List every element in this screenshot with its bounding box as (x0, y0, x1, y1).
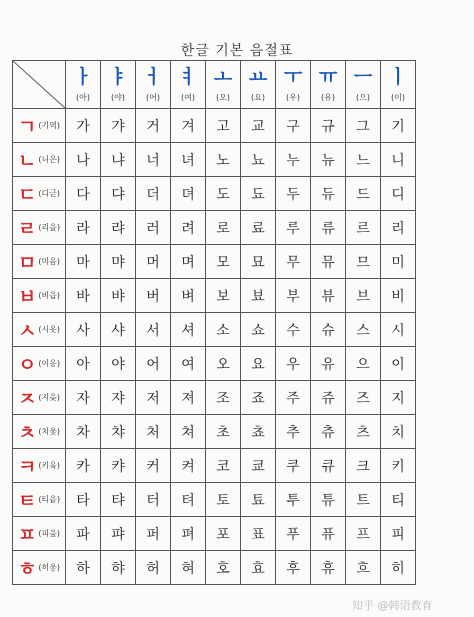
syllable-cell: 로 (206, 211, 241, 245)
syllable-cell: 쵸 (241, 415, 276, 449)
syllable-cell: 누 (276, 143, 311, 177)
syllable-cell: 허 (136, 551, 171, 585)
consonant-glyph: ㅇ (17, 354, 37, 376)
syllable-cell: 쿠 (276, 449, 311, 483)
consonant-glyph: ㅋ (17, 456, 37, 478)
vowel-header-cell (311, 61, 346, 109)
syllable-cell: 류 (311, 211, 346, 245)
syllable-cell: 쇼 (241, 313, 276, 347)
syllable-cell: 프 (346, 517, 381, 551)
consonant-name: (치읓) (38, 427, 61, 436)
syllable-cell: 져 (171, 381, 206, 415)
syllable-cell: 퍼 (136, 517, 171, 551)
syllable-cell: 뷰 (311, 279, 346, 313)
syllable-cell: 아 (66, 347, 101, 381)
syllable-cell: 지 (381, 381, 416, 415)
syllable-cell: 츄 (311, 415, 346, 449)
syllable-cell: 료 (241, 211, 276, 245)
vowel-name: (유) (321, 92, 335, 102)
syllable-cell: 브 (346, 279, 381, 313)
syllable-cell: 미 (381, 245, 416, 279)
syllable-cell: 노 (206, 143, 241, 177)
syllable-cell: 가 (66, 109, 101, 143)
syllable-cell: 후 (276, 551, 311, 585)
vowel-header-cell (241, 61, 276, 109)
consonant-row (13, 279, 416, 313)
syllable-cell: 라 (66, 211, 101, 245)
consonant-glyph: ㅎ (17, 558, 37, 580)
syllable-cell: 효 (241, 551, 276, 585)
syllable-cell: 기 (381, 109, 416, 143)
vowel-name: (아) (76, 92, 90, 102)
syllable-cell: 튜 (311, 483, 346, 517)
consonant-row (13, 143, 416, 177)
consonant-row (13, 483, 416, 517)
syllable-cell: 댜 (101, 177, 136, 211)
vowel-header-cell (136, 61, 171, 109)
syllable-cell: 야 (101, 347, 136, 381)
syllable-cell: 챠 (101, 415, 136, 449)
syllable-cell: 혀 (171, 551, 206, 585)
vowel-glyph: ㅜ (283, 65, 303, 88)
consonant-name: (디귿) (38, 189, 61, 198)
syllable-cell: 고 (206, 109, 241, 143)
syllable-cell: 하 (66, 551, 101, 585)
consonant-row (13, 313, 416, 347)
consonant-name: (티읕) (38, 495, 61, 504)
vowel-glyph: ㅠ (318, 65, 338, 88)
consonant-row (13, 211, 416, 245)
syllable-cell: 거 (136, 109, 171, 143)
consonant-header-cell (13, 245, 66, 279)
consonant-name: (리을) (38, 223, 61, 232)
syllable-cell: 코 (206, 449, 241, 483)
syllable-cell: 샤 (101, 313, 136, 347)
syllable-cell: 큐 (311, 449, 346, 483)
syllable-cell: 자 (66, 381, 101, 415)
syllable-cell: 먀 (101, 245, 136, 279)
syllable-cell: 휴 (311, 551, 346, 585)
syllable-cell: 규 (311, 109, 346, 143)
vowel-name: (여) (181, 92, 195, 102)
vowel-header-cell (346, 61, 381, 109)
vowel-glyph: ㅣ (388, 65, 408, 88)
consonant-glyph: ㅅ (17, 320, 37, 342)
syllable-cell: 푸 (276, 517, 311, 551)
consonant-glyph: ㄴ (17, 150, 37, 172)
syllable-cell: 우 (276, 347, 311, 381)
syllable-cell: 겨 (171, 109, 206, 143)
vowel-header-cell (171, 61, 206, 109)
syllable-cell: 갸 (101, 109, 136, 143)
syllable-cell: 도 (206, 177, 241, 211)
syllable-cell: 쟈 (101, 381, 136, 415)
syllable-cell: 추 (276, 415, 311, 449)
syllable-cell: 더 (136, 177, 171, 211)
vowel-name: (요) (251, 92, 265, 102)
vowel-header-cell (101, 61, 136, 109)
vowel-header-cell (276, 61, 311, 109)
syllable-cell: 티 (381, 483, 416, 517)
syllable-cell: 듀 (311, 177, 346, 211)
syllable-cell: 으 (346, 347, 381, 381)
syllable-cell: 니 (381, 143, 416, 177)
syllable-cell: 토 (206, 483, 241, 517)
syllable-cell: 차 (66, 415, 101, 449)
consonant-glyph: ㅂ (17, 286, 37, 308)
consonant-glyph: ㅌ (17, 490, 37, 512)
syllable-cell: 뉴 (311, 143, 346, 177)
syllable-cell: 죠 (241, 381, 276, 415)
syllable-cell: 서 (136, 313, 171, 347)
syllable-cell: 루 (276, 211, 311, 245)
consonant-glyph: ㅊ (17, 422, 37, 444)
vowel-glyph: ㅑ (108, 65, 128, 88)
consonant-name: (키읔) (38, 461, 61, 470)
consonant-row (13, 245, 416, 279)
vowel-glyph: ㅛ (248, 65, 268, 88)
corner-cell (13, 61, 66, 109)
syllable-cell: 탸 (101, 483, 136, 517)
syllable-cell: 이 (381, 347, 416, 381)
syllable-cell: 디 (381, 177, 416, 211)
syllable-cell: 저 (136, 381, 171, 415)
syllable-cell: 무 (276, 245, 311, 279)
syllable-cell: 퍄 (101, 517, 136, 551)
vowel-header-row (13, 61, 416, 109)
consonant-name: (이응) (38, 359, 61, 368)
syllable-cell: 며 (171, 245, 206, 279)
syllable-cell: 르 (346, 211, 381, 245)
syllable-cell: 비 (381, 279, 416, 313)
vowel-header-cell (381, 61, 416, 109)
syllable-cell: 사 (66, 313, 101, 347)
consonant-header-cell (13, 347, 66, 381)
syllable-cell: 표 (241, 517, 276, 551)
syllable-cell: 마 (66, 245, 101, 279)
consonant-header-cell (13, 279, 66, 313)
vowel-glyph: ㅗ (213, 65, 233, 88)
vowel-glyph: ㅡ (353, 65, 373, 88)
syllable-cell: 햐 (101, 551, 136, 585)
vowel-glyph: ㅏ (73, 65, 93, 88)
consonant-header-cell (13, 177, 66, 211)
syllable-cell: 드 (346, 177, 381, 211)
consonant-glyph: ㄹ (17, 218, 37, 240)
syllable-cell: 시 (381, 313, 416, 347)
vowel-name: (오) (216, 92, 230, 102)
consonant-header-cell (13, 551, 66, 585)
consonant-row (13, 177, 416, 211)
consonant-row (13, 109, 416, 143)
vowel-glyph: ㅓ (143, 65, 163, 88)
syllable-cell: 그 (346, 109, 381, 143)
syllable-cell: 키 (381, 449, 416, 483)
syllable-cell: 초 (206, 415, 241, 449)
syllable-cell: 처 (136, 415, 171, 449)
syllable-cell: 캬 (101, 449, 136, 483)
syllable-cell: 리 (381, 211, 416, 245)
syllable-cell: 소 (206, 313, 241, 347)
consonant-row (13, 347, 416, 381)
syllable-cell: 포 (206, 517, 241, 551)
syllable-cell: 머 (136, 245, 171, 279)
consonant-name: (시옷) (38, 325, 61, 334)
syllable-cell: 느 (346, 143, 381, 177)
consonant-row (13, 551, 416, 585)
consonant-glyph: ㅈ (17, 388, 37, 410)
syllable-cell: 버 (136, 279, 171, 313)
syllable-cell: 묘 (241, 245, 276, 279)
syllable-cell: 툐 (241, 483, 276, 517)
consonant-name: (히읗) (38, 563, 61, 572)
consonant-row (13, 517, 416, 551)
consonant-header-cell (13, 517, 66, 551)
syllable-cell: 흐 (346, 551, 381, 585)
syllable-cell: 너 (136, 143, 171, 177)
syllable-cell: 셔 (171, 313, 206, 347)
syllable-cell: 구 (276, 109, 311, 143)
syllable-cell: 파 (66, 517, 101, 551)
consonant-name: (피읖) (38, 529, 61, 538)
consonant-header-cell (13, 483, 66, 517)
syllable-cell: 오 (206, 347, 241, 381)
syllable-cell: 교 (241, 109, 276, 143)
syllable-cell: 터 (136, 483, 171, 517)
syllable-cell: 텨 (171, 483, 206, 517)
consonant-header-cell (13, 211, 66, 245)
syllable-cell: 부 (276, 279, 311, 313)
syllable-cell: 주 (276, 381, 311, 415)
syllable-cell: 녀 (171, 143, 206, 177)
syllable-cell: 바 (66, 279, 101, 313)
consonant-header-cell (13, 449, 66, 483)
vowel-name: (이) (391, 92, 405, 102)
vowel-header-cell (66, 61, 101, 109)
consonant-name: (미음) (38, 257, 61, 266)
consonant-row (13, 381, 416, 415)
consonant-name: (기역) (38, 121, 61, 130)
syllable-cell: 뮤 (311, 245, 346, 279)
syllable-cell: 러 (136, 211, 171, 245)
syllable-cell: 유 (311, 347, 346, 381)
consonant-header-cell (13, 381, 66, 415)
syllable-cell: 펴 (171, 517, 206, 551)
vowel-name: (야) (111, 92, 125, 102)
syllable-cell: 카 (66, 449, 101, 483)
consonant-header-cell (13, 415, 66, 449)
syllable-cell: 조 (206, 381, 241, 415)
vowel-name: (우) (286, 92, 300, 102)
syllable-cell: 커 (136, 449, 171, 483)
syllable-cell: 여 (171, 347, 206, 381)
syllable-cell: 벼 (171, 279, 206, 313)
page-title: 한글 기본 음절표 (180, 43, 294, 59)
syllable-cell: 뵤 (241, 279, 276, 313)
watermark: 知乎 @韩语教育 (352, 599, 433, 612)
consonant-header-cell (13, 143, 66, 177)
consonant-header-cell (13, 109, 66, 143)
syllable-cell: 즈 (346, 381, 381, 415)
vowel-header-cell (206, 61, 241, 109)
consonant-row (13, 415, 416, 449)
syllable-cell: 투 (276, 483, 311, 517)
syllable-cell: 크 (346, 449, 381, 483)
syllable-cell: 냐 (101, 143, 136, 177)
syllable-cell: 랴 (101, 211, 136, 245)
consonant-row (13, 449, 416, 483)
syllable-cell: 피 (381, 517, 416, 551)
syllable-cell: 쳐 (171, 415, 206, 449)
syllable-cell: 츠 (346, 415, 381, 449)
syllable-cell: 치 (381, 415, 416, 449)
syllable-cell: 수 (276, 313, 311, 347)
syllable-cell: 쥬 (311, 381, 346, 415)
syllable-cell: 두 (276, 177, 311, 211)
syllable-cell: 슈 (311, 313, 346, 347)
syllable-cell: 됴 (241, 177, 276, 211)
consonant-glyph: ㅍ (17, 524, 37, 546)
syllable-rows (13, 109, 416, 585)
syllable-cell: 호 (206, 551, 241, 585)
consonant-name: (지읒) (38, 393, 61, 402)
consonant-name: (니은) (38, 155, 61, 164)
syllable-cell: 다 (66, 177, 101, 211)
vowel-glyph: ㅕ (178, 65, 198, 88)
syllable-cell: 뎌 (171, 177, 206, 211)
syllable-cell: 트 (346, 483, 381, 517)
syllable-cell: 켜 (171, 449, 206, 483)
syllable-cell: 모 (206, 245, 241, 279)
syllable-chart (12, 60, 416, 585)
consonant-name: (비읍) (38, 291, 61, 300)
syllable-cell: 타 (66, 483, 101, 517)
consonant-header-cell (13, 313, 66, 347)
syllable-cell: 뱌 (101, 279, 136, 313)
consonant-glyph: ㅁ (17, 252, 37, 274)
consonant-glyph: ㄱ (17, 116, 37, 138)
syllable-cell: 어 (136, 347, 171, 381)
syllable-cell: 므 (346, 245, 381, 279)
syllable-cell: 나 (66, 143, 101, 177)
vowel-name: (어) (146, 92, 160, 102)
syllable-cell: 히 (381, 551, 416, 585)
syllable-cell: 퓨 (311, 517, 346, 551)
consonant-glyph: ㄷ (17, 184, 37, 206)
syllable-cell: 요 (241, 347, 276, 381)
syllable-cell: 스 (346, 313, 381, 347)
corner-diagonal (13, 61, 65, 108)
vowel-name: (으) (356, 92, 370, 102)
syllable-cell: 려 (171, 211, 206, 245)
syllable-cell: 보 (206, 279, 241, 313)
syllable-cell: 쿄 (241, 449, 276, 483)
syllable-cell: 뇨 (241, 143, 276, 177)
